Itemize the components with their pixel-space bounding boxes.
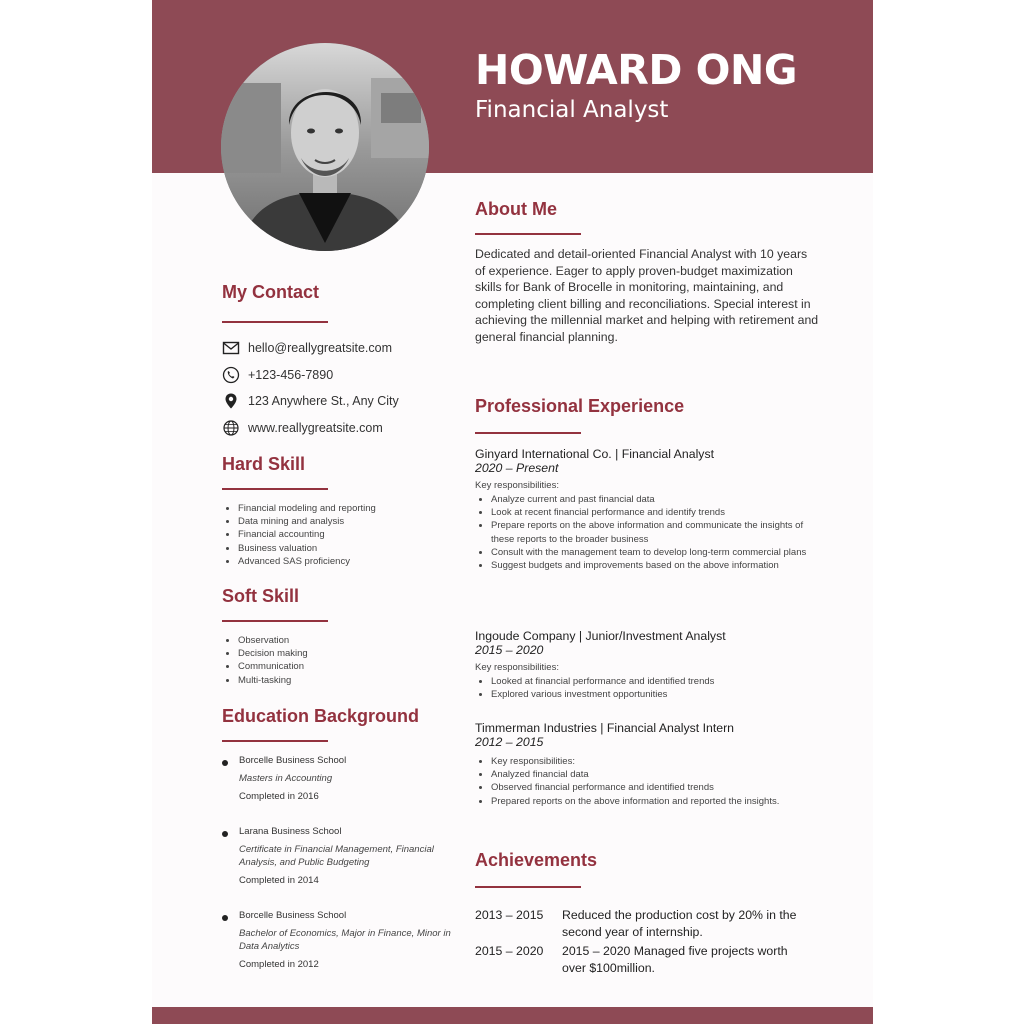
list-item: • Observation	[238, 634, 308, 647]
candidate-title: Financial Analyst	[475, 97, 669, 123]
job-bullets	[475, 493, 820, 572]
job-title: Ginyard International Co. | Financial Analyst	[475, 447, 715, 461]
contact-heading-rule	[222, 321, 328, 323]
education-degree: Bachelor of Economics, Major in Finance, Minor in Data Analytics	[239, 928, 451, 952]
education-degree: Masters in Accounting	[239, 773, 333, 784]
list-item: • Multi-tasking	[238, 674, 308, 687]
about-text: Dedicated and detail-oriented Financial Analyst with 10 years of experience. Eager to apply proven-budget maximization skills for Bank of Brocelle in monitoring, maintaining, and completing client billing and reconciliations. Special interest in achieving the millennial market and helping with retirement and general financial planning.	[475, 247, 819, 344]
contact-phone-text: +123-456-7890	[248, 368, 334, 382]
list-item: • Business valuation	[238, 542, 376, 555]
job-title: Ingoude Company | Junior/Investment Analyst	[475, 629, 726, 643]
portrait-image	[221, 43, 429, 251]
experience-heading: Professional Experience	[475, 396, 685, 416]
experience-heading-rule	[475, 432, 581, 434]
soft-skill-heading: Soft Skill	[222, 586, 300, 606]
list-item: • Suggest budgets and improvements based on the above information	[491, 559, 820, 572]
education-item	[222, 910, 462, 970]
list-item: • Looked at financial performance and identified trends	[491, 675, 820, 688]
list-item: • Financial accounting	[238, 528, 376, 541]
education-item	[222, 826, 462, 886]
phone-icon	[222, 366, 240, 384]
globe-icon	[222, 419, 240, 437]
job-title: Timmerman Industries | Financial Analyst Intern	[475, 721, 735, 735]
job-bullets	[475, 755, 820, 808]
hard-skill-heading: Hard Skill	[222, 454, 306, 474]
mail-icon	[222, 339, 240, 357]
job-bullets	[475, 675, 820, 701]
job-dates: 2020 – Present	[475, 461, 559, 475]
list-item: • Advanced SAS proficiency	[238, 555, 376, 568]
contact-website[interactable]	[222, 419, 383, 437]
education-school: Larana Business School	[239, 826, 342, 837]
hard-skill-heading-rule	[222, 488, 328, 490]
achievement-text: Reduced the production cost by 20% in the second year of internship.	[562, 908, 797, 939]
job-dates: 2015 – 2020	[475, 643, 544, 657]
bullet-dot	[222, 915, 228, 921]
resume-page	[152, 0, 873, 1024]
list-item: • Look at recent financial performance and identify trends	[491, 506, 820, 519]
education-heading: Education Background	[222, 706, 420, 726]
list-item: • Prepare reports on the above information and communicate the insights of these reports to the broader business	[491, 519, 820, 545]
list-item: • Key responsibilities:	[491, 755, 820, 768]
education-heading-rule	[222, 740, 328, 742]
list-item: • Analyze current and past financial data	[491, 493, 820, 506]
list-item: • Explored various investment opportunities	[491, 688, 820, 701]
list-item: • Data mining and analysis	[238, 515, 376, 528]
list-item: • Decision making	[238, 647, 308, 660]
footer-band	[152, 1007, 873, 1024]
education-completed: Completed in 2016	[239, 791, 319, 802]
job-key-label: Key responsibilities:	[475, 480, 559, 491]
achievement-item	[475, 907, 802, 940]
achievement-item	[475, 943, 802, 976]
about-heading: About Me	[475, 199, 557, 219]
bullet-dot	[222, 760, 228, 766]
list-item: • Communication	[238, 660, 308, 673]
list-item: • Consult with the management team to develop long-term commercial plans	[491, 546, 820, 559]
hard-skill-list	[222, 502, 376, 568]
job-entry	[475, 447, 820, 572]
education-degree: Certificate in Financial Management, Financial Analysis, and Public Budgeting	[239, 844, 434, 868]
list-item: • Financial modeling and reporting	[238, 502, 376, 515]
job-entry	[475, 721, 820, 808]
education-school: Borcelle Business School	[239, 910, 347, 921]
profile-photo	[221, 43, 429, 251]
list-item: • Prepared reports on the above information and reported the insights.	[491, 795, 820, 808]
contact-website-text: www.reallygreatsite.com	[248, 421, 383, 435]
bullet-dot	[222, 831, 228, 837]
education-item	[222, 755, 462, 802]
contact-address	[222, 392, 399, 410]
achievements-heading-rule	[475, 886, 581, 888]
achievement-text: 2015 – 2020 Managed five projects worth over $100million.	[562, 944, 788, 975]
candidate-name: HOWARD ONG	[475, 46, 797, 94]
job-entry	[475, 629, 820, 701]
contact-phone[interactable]	[222, 366, 333, 384]
list-item: • Analyzed financial data	[491, 768, 820, 781]
location-pin-icon	[222, 392, 240, 410]
contact-email-text: hello@reallygreatsite.com	[248, 341, 393, 355]
contact-address-text: 123 Anywhere St., Any City	[248, 394, 399, 408]
soft-skill-list	[222, 634, 308, 687]
achievements-heading: Achievements	[475, 850, 598, 870]
list-item: • Observed financial performance and identified trends	[491, 781, 820, 794]
about-heading-rule	[475, 233, 581, 235]
achievement-years: 2013 – 2015	[475, 908, 544, 922]
contact-heading: My Contact	[222, 282, 320, 302]
education-completed: Completed in 2012	[239, 959, 319, 970]
job-dates: 2012 – 2015	[475, 735, 544, 749]
job-key-label: Key responsibilities:	[475, 662, 559, 673]
soft-skill-heading-rule	[222, 620, 328, 622]
education-completed: Completed in 2014	[239, 875, 319, 886]
achievement-years: 2015 – 2020	[475, 944, 544, 958]
contact-email[interactable]	[222, 339, 392, 357]
education-school: Borcelle Business School	[239, 755, 347, 766]
